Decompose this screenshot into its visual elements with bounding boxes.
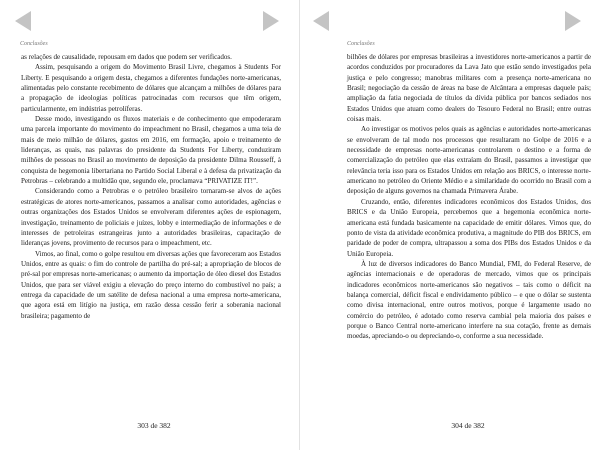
paragraph: À luz de diversos indicadores do Banco Mundial, FMI, do Federal Reserve, de agências internacionais e de operadoras de mercado, vimos que os principais indicadores econômicos norte-americanos são negativos – tais como o déficit na balança comercial, déficit fiscal e endividamento público – e que o dólar se sustenta como divisa internacional, entre outros motivos, porque é largamente usado no comércio do petróleo, é adotado como reserva cambial pela maioria dos países e porque o Banco Central norte-americano interfere na sua cotação, frente as demais moedas, apreciando-o ou depreciando-o, conforme a sua necessidade. [347,259,591,341]
running-head: Conclusões [347,41,375,47]
paragraph: Ao investigar os motivos pelos quais as agências e autoridades norte-americanas se envolveram de tal modo nos processos que resultaram no Golpe de 2016 e a necessidade de empresas norte-americanas controlarem o destino e a forma de comercialização do petróleo que elas extraíam do Brasil, passamos a investigar que relevância teria isso para os Estados Unidos em relação aos BRICS, o interesse norte-americano no petróleo do Oriente Médio e a similaridade do ocorrido no Brasil com a deposição de alguns governos na chamada Primavera Árabe. [347,125,591,196]
paragraph: Cruzando, então, diferentes indicadores econômicos dos Estados Unidos, dos BRICS e da União Europeia, percebemos que a hegemonia econômica norte-americana está fundada basicamente na capacidade de emitir dólares. Vimos que, do ponto de vista da atividade econômica produtiva, a magnitude do PIB dos BRICS, em paridade de poder de compra, ultrapassou a soma dos PIBs dos Estados Unidos e da União Europeia. [347,197,591,258]
triangle-right-icon [261,10,281,32]
triangle-right-icon [563,10,583,32]
paragraph: Vimos, ao final, como o golpe resultou em diversas ações que favoreceram aos Estados Unidos, entre as quais: o fim do controle de partilha do pré-sal; a apropriação de blocos de pré-sal por empresas norte-americanas; o aumento da importação de óleo diesel dos Estados Unidos, que para ser viável exigiu a elevação do preço interno do combustível no país; a entrega da capacidade de um satélite de defesa nacional a uma empresa norte-americana, que agora está em litígio na justiça, em razão dessa cessão ferir a soberania nacional brasileira; pagamento de [21,249,281,320]
left-page-body [21,52,281,321]
triangle-left-icon [13,10,33,32]
paragraph: bilhões de dólares por empresas brasileiras a investidores norte-americanos a partir de acordos conduzidos por procuradores da Lava Jato que estão sendo investigados pela justiça e pelo congresso; manobras militares com a presença norte-americana no Brasil; negociação da cessão de áreas na base de Alcântara a empresas daquele país; ampliação da fatia negociada de títulos da dívida pública por bancos sediados nos Estados Unidos que atuam como dealers do Tesouro Federal no Brasil; entre outras coisas mais. [347,53,591,124]
right-page [300,0,600,450]
right-page-body [347,52,591,342]
paragraph: Assim, pesquisando a origem do Movimento Brasil Livre, chegamos à Students For Liberty. E pesquisando a origem desta, chegamos a diferentes fundações norte-americanas, alimentadas pelo constante recebimento de dólares que alcançam a milhões de dólares para a propagação de ideologias políticas patrocinadas com recursos que têm origem, particularmente, em indústrias petrolíferas. [21,63,281,113]
paragraph: Desse modo, investigando os fluxos materiais e de conhecimento que empoderaram uma parcela importante do movimento do impeachment no Brasil, chegamos a uma teia de mais de meio milhão de dólares, gastos em 2016, em formação, apoio e treinamento de lideranças, as quais, nas palavras do presidente da Students For Liberty, conduziram milhões de pessoas no Brasil ao movimento de deposição da presidente Dilma Rousseff, à conquista de hegemonia libertariana no Partido Social Liberal e à defesa da privatização da Petrobras – celebrando a multidão que, segundo ele, proclamava “PRIVATIZE IT!”. [21,115,281,186]
prev-page-button[interactable] [10,8,36,34]
prev-page-button[interactable] [308,8,334,34]
next-page-button[interactable] [560,8,586,34]
next-page-button[interactable] [258,8,284,34]
page-number: 303 de 382 [137,421,171,430]
page-number: 304 de 382 [451,421,485,430]
paragraph: as relações de causalidade, repousam em dados que podem ser verificados. [21,53,232,61]
running-head: Conclusões [20,41,48,47]
paragraph: Considerando como a Petrobras e o petróleo brasileiro tornaram-se alvos de ações estratégicas de atores norte-americanos, passamos a analisar como autoridades, agências e outras organizações dos Estados Unidos se envolveram diferentes ações de espionagem, investigação, treinamento de policiais e juízes, lobby e intermediação de informações e de interesses de petroleiras estrangeiras junto a autoridades brasileiras, capacitação de lideranças jovens, provimento de recursos para o impeachment, etc. [21,187,281,248]
triangle-left-icon [311,10,331,32]
